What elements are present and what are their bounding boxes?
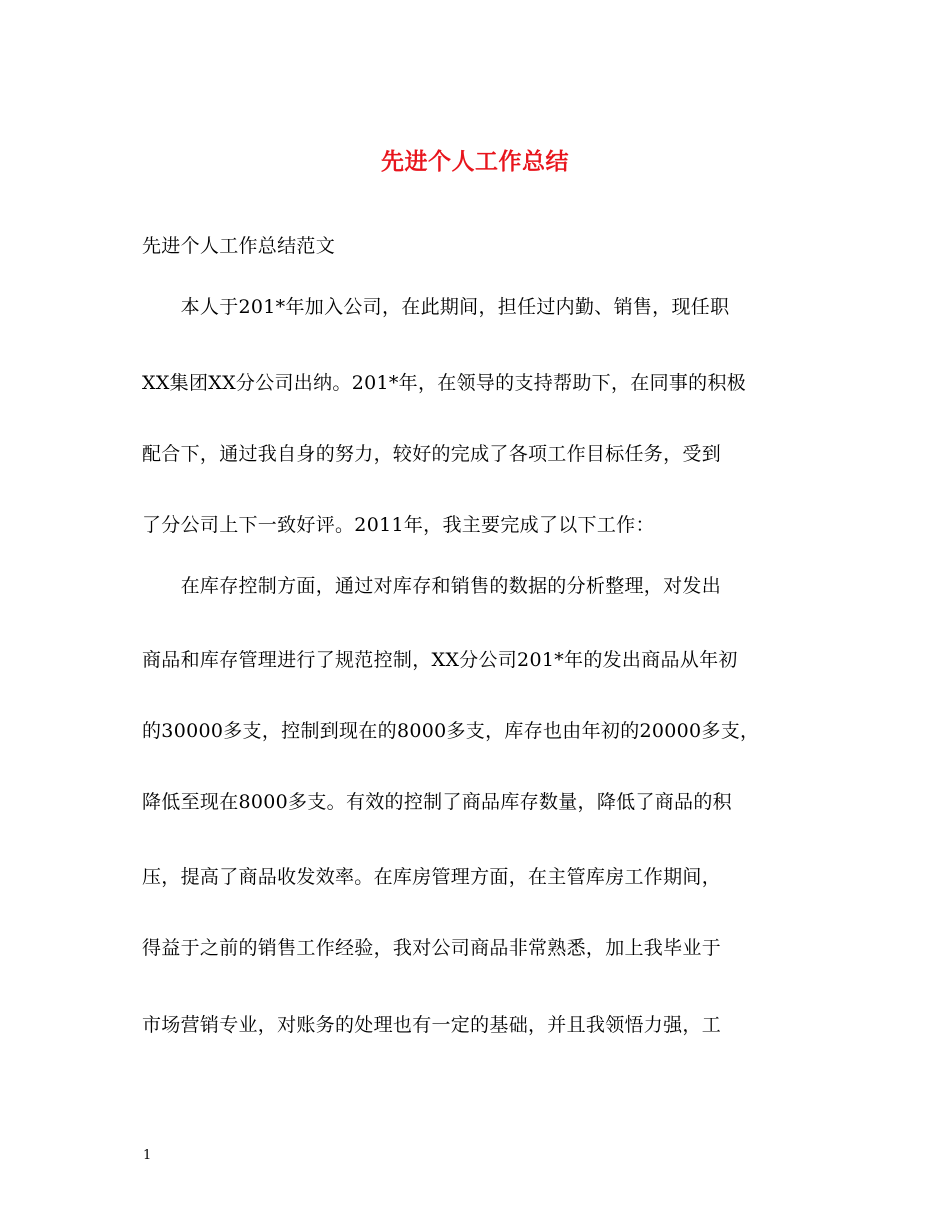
body-line-7: 的30000多支，控制到现在的8000多支，库存也由年初的20000多支， <box>142 720 760 742</box>
body-line-10: 得益于之前的销售工作经验，我对公司商品非常熟悉，加上我毕业于 <box>142 937 722 959</box>
body-line-8: 降低至现在8000多支。有效的控制了商品库存数量，降低了商品的积 <box>142 791 732 813</box>
body-line-9: 压，提高了商品收发效率。在库房管理方面，在主管库房工作期间， <box>142 866 722 888</box>
subtitle-line: 先进个人工作总结范文 <box>142 235 336 257</box>
body-line-2: XX集团XX分公司出纳。201*年，在领导的支持帮助下，在同事的积极 <box>142 372 747 394</box>
page-number: 1 <box>143 1148 152 1163</box>
body-line-11: 市场营销专业，对账务的处理也有一定的基础，并且我领悟力强，工 <box>142 1014 722 1036</box>
body-line-6: 商品和库存管理进行了规范控制，XX分公司201*年的发出商品从年初 <box>142 649 738 671</box>
body-line-4: 了分公司上下一致好评。2011年，我主要完成了以下工作： <box>142 514 655 536</box>
body-line-3: 配合下，通过我自身的努力，较好的完成了各项工作目标任务，受到 <box>142 443 722 465</box>
body-line-5: 在库存控制方面，通过对库存和销售的数据的分析整理，对发出 <box>142 575 722 597</box>
document-title: 先进个人工作总结 <box>381 148 569 175</box>
body-line-1: 本人于201*年加入公司，在此期间，担任过内勤、销售，现任职 <box>142 296 730 318</box>
